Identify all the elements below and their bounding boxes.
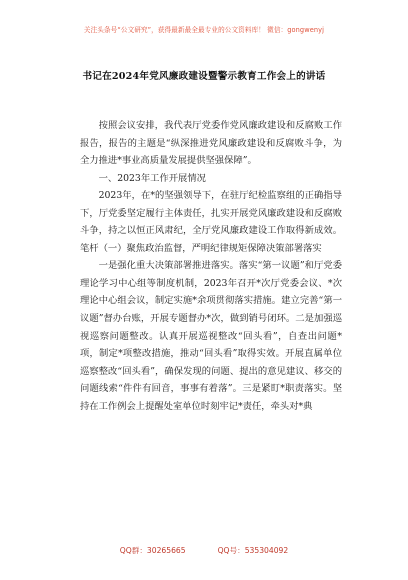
section-heading: 一、2023年工作开展情况 — [98, 172, 206, 184]
paragraph: 一是强化重大决策部署推进落实。落实“第一议题”和厅党委理论学习中心组等制度机制，2023年召开*次厅党委会议、*次理论中心组会议，制定实施*余项贯彻落实措施。建立完善“第一议题”督办台账，开展专题督办*次，做到销号闭环。二是加强巡视巡察问题整改。认真开展巡视整改“回头看”，自查出问题*项，制定*项整改措施，推动“回头看”取得实效。开展直属单位巡察整改“回头看”，确保发现的问题、提出的意见建议、移交的问题线索“件件有回音，事事有着落”。三是紧盯*职责落实。坚持在工作例会上提醒处室单位时刻牢记*责任，牵头对*典 — [80, 260, 342, 412]
document-body — [80, 117, 342, 415]
paragraph: 2023年，在*的坚强领导下，在驻厅纪检监察组的正确指导下，厅党委坚定履行主体责任，扎实开展党风廉政建设和反腐败斗争，持之以恒正风肃纪，全厅党风廉政建设工作取得新成效。笔杆（一）聚焦政治监督，严明纪律规矩保障决策部署落实 — [80, 190, 342, 254]
header-banner: 关注头条号“公文研究”，获得最新最全最专业的公文资料库！ 微信：gongwenyj — [83, 26, 325, 34]
paragraph: 按照会议安排，我代表厅党委作党风廉政建设和反腐败工作报告，报告的主题是“纵深推进党风廉政建设和反腐败斗争，为全力推进*事业高质量发展提供坚强保障”。 — [80, 120, 342, 167]
footer-qq-number: QQ号：535304092 — [217, 546, 289, 555]
document-title: 书记在2024年党风廉政建设暨警示教育工作会上的讲话 — [82, 71, 326, 82]
footer-qq-group: QQ群：30265665 — [119, 546, 186, 555]
footer-contact — [0, 545, 408, 556]
